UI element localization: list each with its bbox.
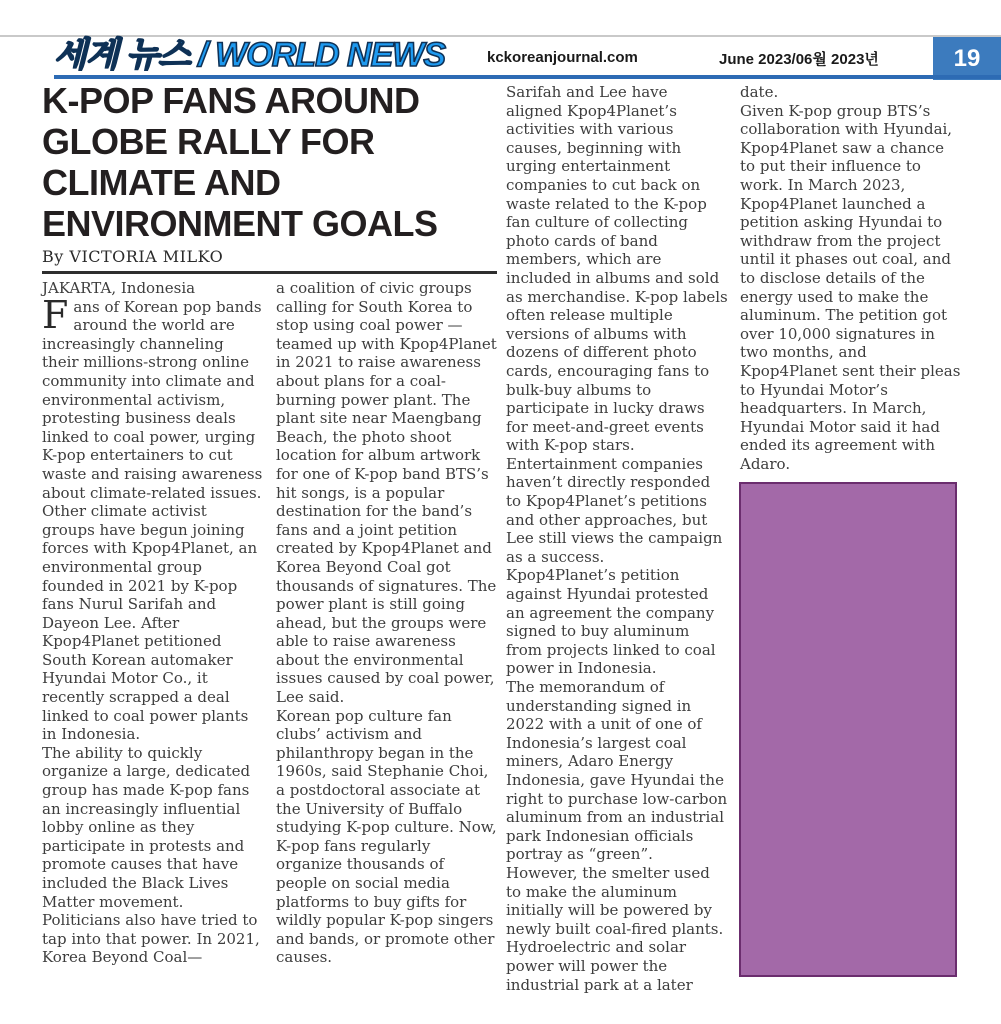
website-url: kckoreanjournal.com [487, 49, 638, 66]
drop-cap: F [42, 292, 69, 337]
issue-date: June 2023/06월 2023년 [719, 51, 879, 68]
paragraph: a coalition of civic groups calling for South Korea to stop using coal power — teamed up with Kpop4Planet in 2021 to raise awareness about plans for a coal-burning power plant. The plant site near Maengbang Beach, the photo shoot location for album artwork for one of K-pop band BTS’s hit songs, is a popular destination for the band’s fans and a joint petition created by Kpop4Planet and Korea Beyond Coal got thousands of signatures. The power plant is still going ahead, but the groups were able to raise awareness about the environmental issues caused by coal power, Lee said. [276, 279, 497, 707]
paragraph: Kpop4Planet’s petition against Hyundai protested an agreement the company signed to buy aluminum from projects linked to coal power in Indonesia. [506, 566, 716, 678]
page-number-badge: 19 [933, 37, 1001, 80]
paragraph-text: ans of Korean pop bands around the world are increasingly channeling their millions-strong online community into climate and environmental activism, protesting business deals linked to coal power, urging K-pop entertainers to cut waste and raising awareness about climate-related issues. Other climate activist groups have begun joining forces with Kpop4Planet, an environmental group founded in 2021 by K-pop fans Nurul Sarifah and Dayeon Lee. After Kpop4Planet petitioned South Korean automaker Hyundai Motor Co., it recently scrapped a deal linked to coal power plants in Indonesia. [42, 297, 263, 744]
header-rule [54, 75, 1001, 79]
dateline: JAKARTA, Indonesia [42, 279, 196, 297]
paragraph: Korean pop culture fan clubs’ activism and philanthropy began in the 1960s, said Stephanie Choi, a postdoctoral associate at the University of Buffalo studying K-pop culture. Now, K-pop fans regularly organize thousands of people on social media platforms to buy gifts for wildly popular K-pop singers and bands, or promote other causes. [276, 706, 497, 967]
paragraph: date. [740, 83, 779, 101]
article-byline: By VICTORIA MILKO [42, 247, 224, 266]
ad-placeholder-block [739, 482, 957, 977]
byline-rule [42, 271, 497, 274]
article-column-4 [740, 83, 962, 478]
article-column-1 [42, 279, 264, 979]
paragraph: The memorandum of understanding signed in 2022 with a unit of one of Indonesia’s largest coal miners, Adaro Energy Indonesia, gave Hyundai the right to purchase low-carbon aluminum from an industrial park Indonesian officials portray as “green”. However, the smelter used to make the aluminum initially will be powered by newly built coal-fired plants. Hydroelectric and solar power will power the industrial park at a later [506, 678, 728, 994]
section-logo: 세계 뉴스 / WORLD NEWS [54, 36, 446, 74]
paragraph: Given K-pop group BTS’s collaboration with Hyundai, Kpop4Planet saw a chance to put their influence to work. In March 2023, Kpop4Planet launched a petition asking Hyundai to withdraw from the project until it phases out coal, and to disclose details of the energy used to make the aluminum. The petition got over 10,000 signatures in two months, and Kpop4Planet sent their pleas to Hyundai Motor’s headquarters. In March, Hyundai Motor said it had ended its agreement with Adaro. [740, 101, 961, 473]
article-column-3 [506, 83, 728, 994]
article-headline: K-POP FANS AROUND GLOBE RALLY FOR CLIMATE AND ENVIRONMENT GOALS [42, 80, 438, 244]
article-column-2 [276, 279, 498, 994]
paragraph: Entertainment companies haven’t directly responded to Kpop4Planet’s petitions and other approaches, but Lee still views the campaign as a success. [506, 454, 723, 566]
paragraph: Sarifah and Lee have aligned Kpop4Planet’s activities with various causes, beginning with urging entertainment companies to cut back on waste related to the K-pop fan culture of collecting photo cards of band members, which are included in albums and sold as merchandise. K-pop labels often release multiple versions of albums with dozens of different photo cards, encouraging fans to bulk-buy albums to participate in lucky draws for meet-and-greet events with K-pop stars. [506, 83, 728, 455]
paragraph: The ability to quickly organize a large, dedicated group has made K-pop fans an increasingly influential lobby online as they participate in protests and promote causes that have included the Black Lives Matter movement. Politicians also have tried to tap into that power. In 2021, Korea Beyond Coal— [42, 743, 260, 967]
paragraph [42, 292, 264, 744]
